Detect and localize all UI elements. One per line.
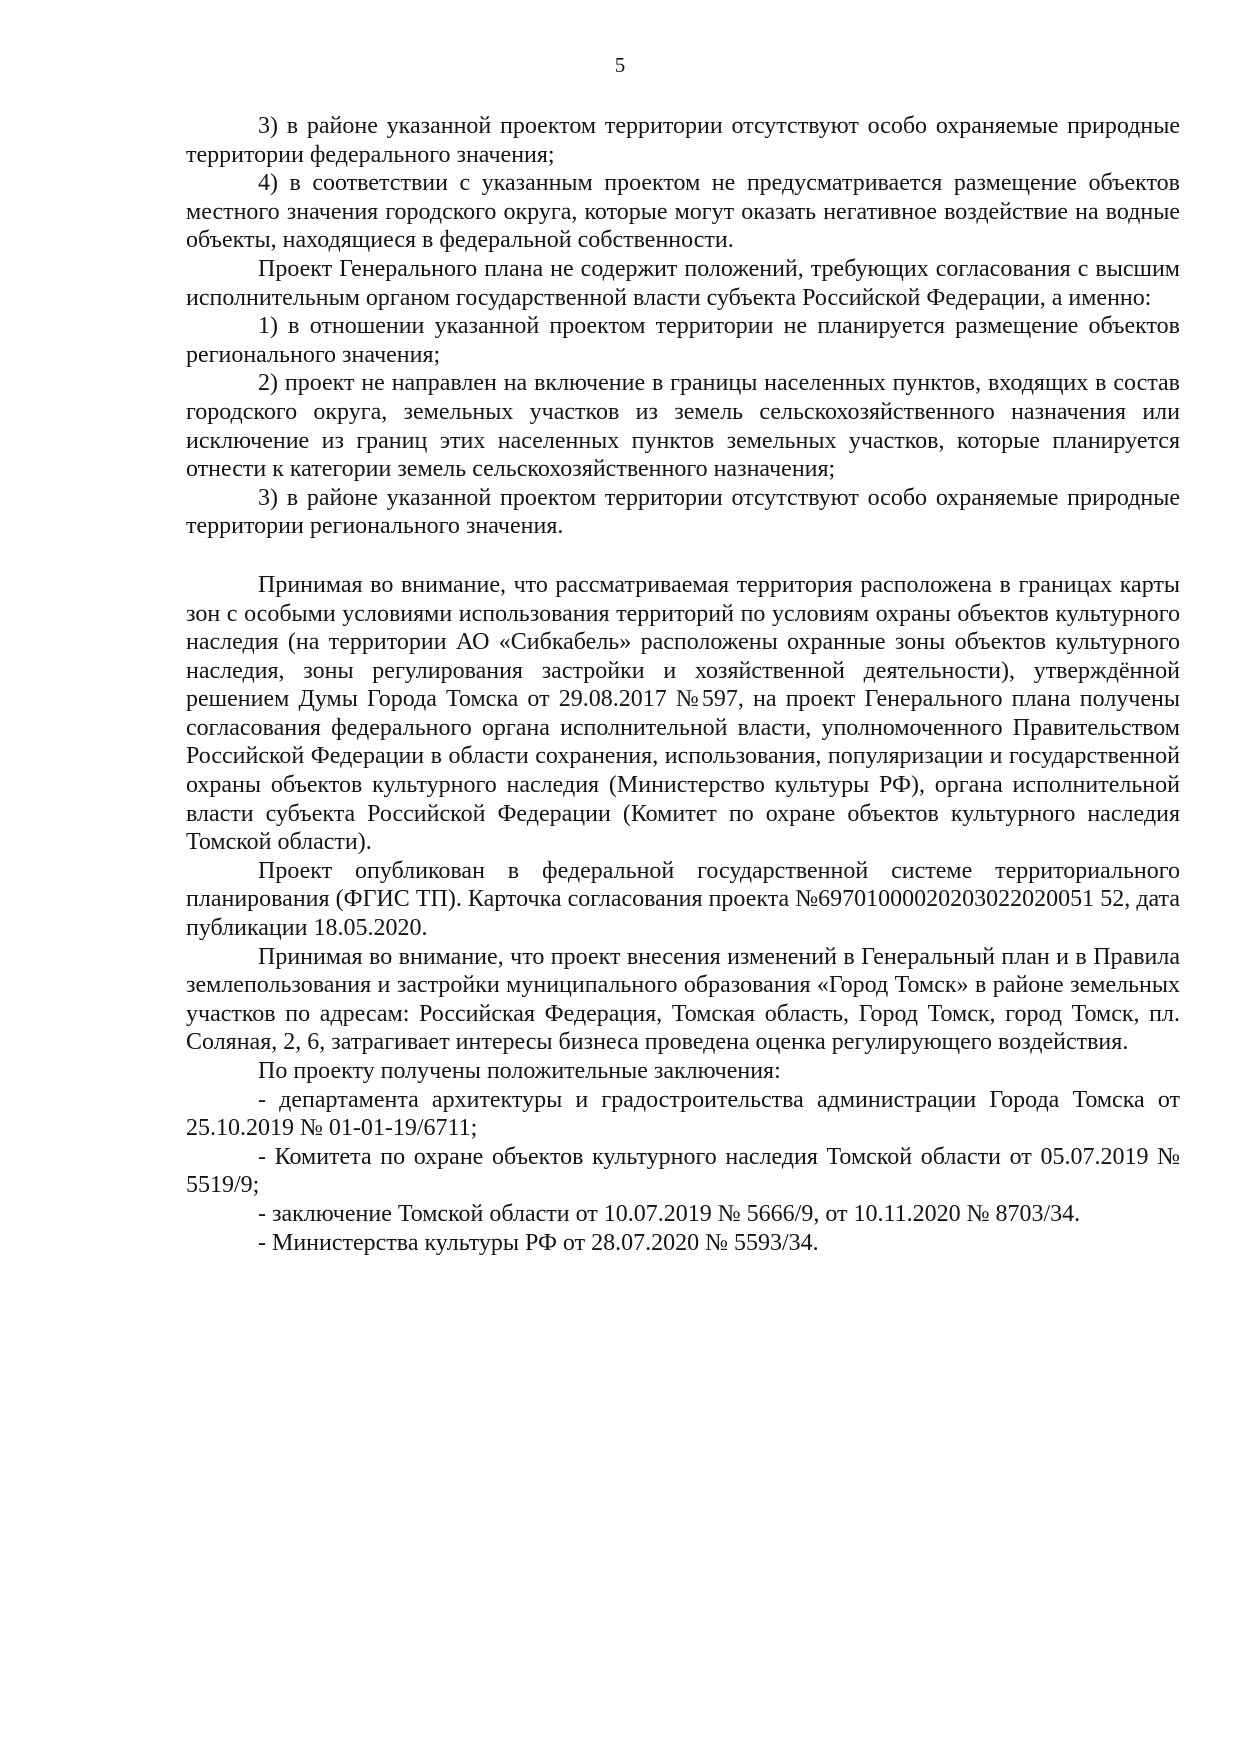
paragraph-regional-protected-areas: 3) в районе указанной проектом территории отсутствуют особо охраняемые природные территории регионального значения. [186,484,1180,540]
paragraph-federal-protected-areas: 3) в районе указанной проектом территории отсутствуют особо охраняемые природные территории федерального значения; [186,113,1180,168]
paragraph-regional-objects: 1) в отношении указанной проектом территории не планируется размещение объектов регионального значения; [186,313,1180,368]
paragraph-fgis-publication: Проект опубликован в федеральной государственной системе территориального планирования (ФГИС ТП). Карточка согласования проекта №69701000020203022020051 52, дата публикации 18.05.2020. [186,857,1180,942]
paragraph-agricultural-lands: 2) проект не направлен на включение в границы населенных пунктов, входящих в состав городского округа, земельных участков из земель сельскохозяйственного назначения или исключение из границ этих населенных пунктов земельных участков, которые планируется отнести к категории земель сельскохозяйственного назначения; [186,370,1180,483]
paragraph-regulatory-assessment: Принимая во внимание, что проект внесения изменений в Генеральный план и в Правила землепользования и застройки муниципального образования «Город Томск» в районе земельных участков по адресам: Российская Федерация, Томская область, Город Томск, город Томск, пл. Соляная, 2, 6, затрагивает интересы бизнеса проведена оценка регулирующего воздействия. [186,943,1180,1056]
conclusion-item-heritage-committee: - Комитета по охране объектов культурного наследия Томской области от 05.07.2019 № 5519/9; [186,1143,1180,1199]
conclusion-item-architecture: - департамента архитектуры и градостроительства администрации Города Томска от 25.10.2019 № 01-01-19/6711; [186,1086,1180,1142]
conclusion-item-tomsk-region: - заключение Томской области от 10.07.2019 № 5666/9, от 10.11.2020 № 8703/34. [258,1200,1081,1227]
conclusion-item-ministry-culture: - Министерства культуры РФ от 28.07.2020 № 5593/34. [258,1229,819,1256]
paragraph-conclusions-intro: По проекту получены положительные заключения: [258,1058,781,1084]
paragraph-regional-approval-intro: Проект Генерального плана не содержит положений, требующих согласования с высшим исполнительным органом государственной власти субъекта Российской Федерации, а именно: [186,255,1180,311]
paragraph-federal-water-objects: 4) в соответствии с указанным проектом не предусматривается размещение объектов местного значения городского округа, которые могут оказать негативное воздействие на водные объекты, находящиеся в федеральной собственности. [186,170,1180,254]
paragraph-cultural-heritage: Принимая во внимание, что рассматриваемая территория расположена в границах карты зон с особыми условиями использования территорий по условиям охраны объектов культурного наследия (на территории АО «Сибкабель» расположены охранные зоны объектов культурного наследия, зоны регулирования застройки и хозяйственной деятельности), утверждённой решением Думы Города Томска от 29.08.2017 №597, на проект Генерального плана получены согласования федерального органа исполнительной власти, уполномоченного Правительством Российской Федерации в области сохранения, использования, популяризации и государственной охраны объектов культурного наследия (Министерство культуры РФ), органа исполнительной власти субъекта Российской Федерации (Комитет по охране объектов культурного наследия Томской области). [186,571,1180,856]
document-body [186,112,1180,1257]
page-number: 5 [614,53,626,77]
